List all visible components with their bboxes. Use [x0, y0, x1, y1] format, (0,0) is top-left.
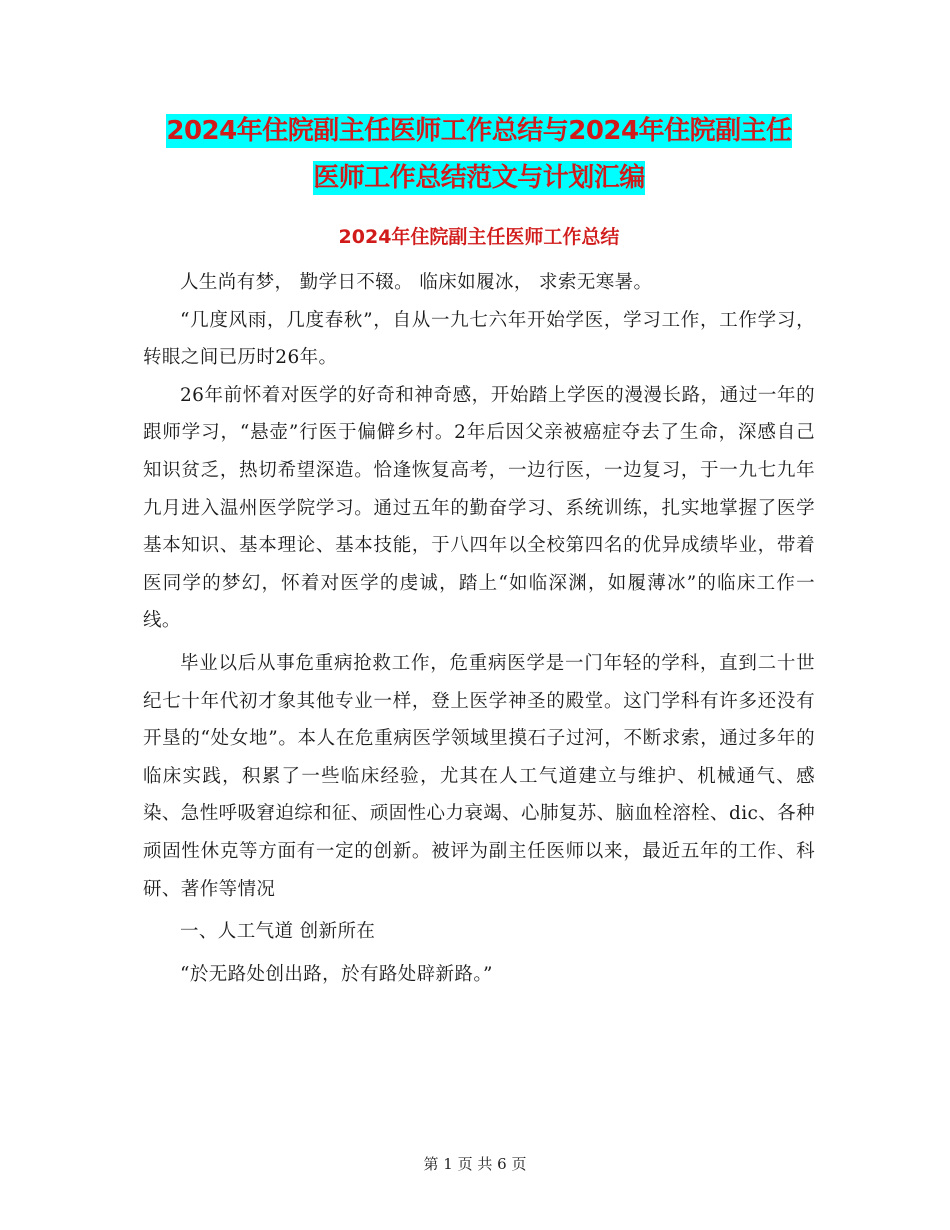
body-paragraph: “几度风雨，几度春秋”，自从一九七六年开始学医，学习工作，工作学习，转眼之间已历时26年。	[143, 309, 815, 369]
title-line-2: 医师工作总结范文与计划汇编	[313, 163, 645, 193]
body-paragraph: 毕业以后从事危重病抢救工作，危重病医学是一门年轻的学科，直到二十世纪七十年代初才象其他专业一样，登上医学神圣的殿堂。这门学科有许多还没有开垦的“处女地”。本人在危重病医学领域里摸石子过河，不断求索，通过多年的临床实践，积累了一些临床经验，尤其在人工气道建立与维护、机械通气、感染、急性呼吸窘迫综和征、顽固性心力衰竭、心肺复苏、脑血栓溶栓、dic、各种顽固性休克等方面有一定的创新。被评为副主任医师以来，最近五年的工作、科研、著作等情况	[143, 652, 815, 900]
page-number-footer: 第 1 页 共 6 页	[423, 1155, 527, 1173]
body-paragraph: 一、人工气道 创新所在	[180, 921, 376, 943]
body-paragraph: “於无路处创出路，於有路处辟新路。”	[180, 963, 493, 985]
body-paragraph: 26年前怀着对医学的好奇和神奇感，开始踏上学医的漫漫长路，通过一年的跟师学习，“悬壶”行医于偏僻乡村。2年后因父亲被癌症夺去了生命，深感自己知识贫乏，热切希望深造。恰逢恢复高考，一边行医，一边复习，于一九七九年九月进入温州医学院学习。通过五年的勤奋学习、系统训练，扎实地掌握了医学基本知识、基本理论、基本技能，于八四年以全校第四名的优异成绩毕业，带着医同学的梦幻，怀着对医学的虔诚，踏上“如临深渊，如履薄冰”的临床工作一线。	[143, 384, 815, 632]
body-paragraph: 人生尚有梦， 勤学日不辍。 临床如履冰， 求索无寒暑。	[180, 272, 653, 293]
document-title	[143, 108, 815, 202]
document-body	[143, 264, 815, 993]
section-title: 2024年住院副主任医师工作总结	[338, 226, 620, 248]
title-line-1: 2024年住院副主任医师工作总结与2024年住院副主任	[166, 116, 792, 146]
